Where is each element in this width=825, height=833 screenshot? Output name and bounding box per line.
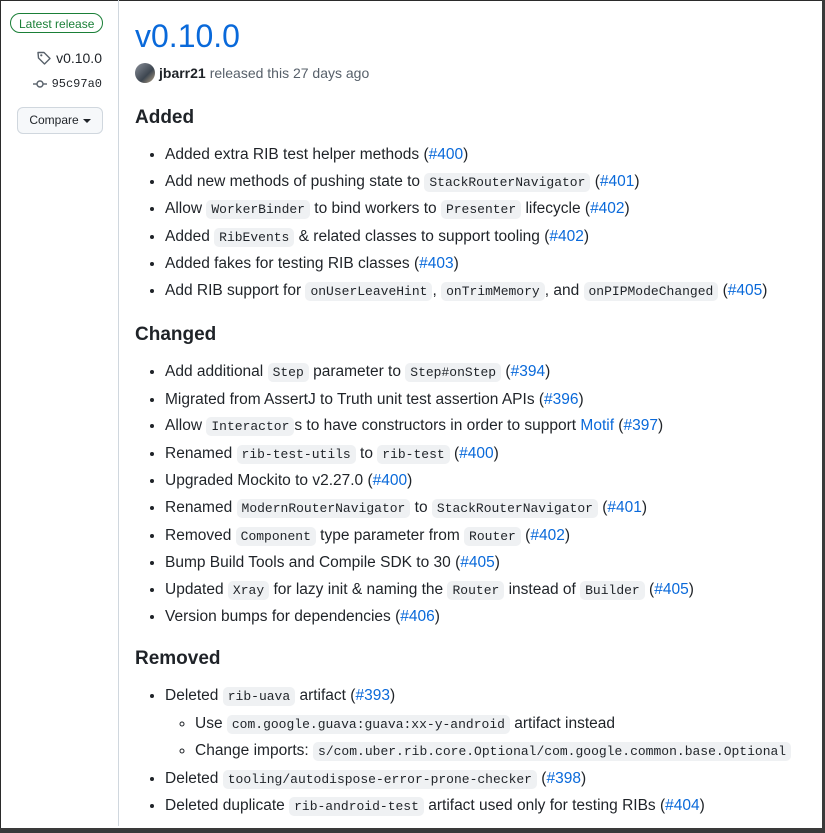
inline-code: WorkerBinder	[206, 200, 310, 219]
list-item	[165, 251, 767, 278]
item-text: Upgraded Mockito to v2.27.0 (	[165, 472, 373, 490]
inline-code: StackRouterNavigator	[424, 173, 590, 192]
item-text: (	[597, 498, 608, 516]
item-text: to bind workers to	[309, 200, 441, 218]
item-text: Removed	[165, 526, 236, 544]
section-title-added: Added	[135, 107, 195, 128]
item-text: Version bumps for dependencies (	[165, 608, 401, 626]
sub-list-item	[195, 711, 791, 739]
item-text: (	[536, 769, 547, 787]
inline-code: Step#onStep	[405, 363, 501, 382]
tag-link[interactable]	[36, 50, 102, 66]
changed-list	[135, 359, 694, 631]
item-text: (	[614, 417, 624, 435]
issue-link[interactable]: #401	[599, 172, 635, 190]
removed-list	[135, 683, 791, 821]
sidebar-divider	[118, 0, 119, 826]
list-item	[165, 604, 694, 631]
latest-release-badge: Latest release	[10, 13, 103, 33]
list-item	[165, 387, 694, 414]
inline-code: com.google.guava:guava:xx-y-android	[227, 715, 510, 734]
inline-code: s/com.uber.rib.core.Optional/com.google.common.base.Optional	[313, 742, 791, 761]
item-text: Bump Build Tools and Compile SDK to 30 (	[165, 554, 461, 572]
commit-icon	[32, 76, 48, 92]
item-text: Renamed	[165, 498, 237, 516]
issue-link[interactable]: #402	[549, 227, 584, 245]
item-text: )	[453, 255, 459, 273]
item-text: )	[463, 146, 469, 163]
issue-link[interactable]: #400	[428, 146, 464, 163]
inline-code: Interactor	[206, 417, 294, 436]
item-text: ,	[432, 281, 442, 299]
list-item	[165, 169, 767, 197]
item-text: to	[410, 498, 432, 516]
issue-link[interactable]: #393	[355, 687, 390, 704]
issue-link[interactable]: #404	[665, 797, 700, 815]
item-text: (	[644, 580, 655, 598]
inline-code: Component	[236, 527, 316, 546]
item-text: Updated	[165, 580, 228, 598]
item-text: Allow	[165, 200, 207, 218]
item-text: )	[641, 498, 648, 516]
inline-code: rib-test-utils	[237, 445, 356, 464]
item-text: Deleted	[165, 687, 223, 704]
section-title-removed: Removed	[135, 648, 221, 669]
compare-button[interactable]	[17, 107, 103, 134]
inline-code: Router	[464, 527, 521, 546]
list-item	[165, 683, 791, 766]
item-text: )	[434, 608, 440, 626]
issue-link[interactable]: #401	[607, 498, 642, 516]
inline-code: onTrimMemory	[441, 282, 545, 301]
tag-label: v0.10.0	[56, 50, 102, 66]
item-text: )	[389, 687, 396, 704]
item-text: )	[583, 227, 590, 245]
caret-down-icon	[83, 119, 91, 123]
list-item	[165, 523, 694, 551]
list-item	[165, 278, 767, 306]
inline-code: tooling/autodispose-error-prone-checker	[223, 770, 537, 789]
window-edge-bottom	[0, 828, 825, 833]
item-text: )	[494, 554, 500, 572]
item-text: Added extra RIB test helper methods (	[165, 146, 429, 163]
commit-link[interactable]	[32, 76, 102, 92]
sub-list-item	[195, 738, 791, 766]
item-text: s to have constructors in order to support	[294, 417, 581, 435]
item-text: )	[624, 200, 630, 218]
issue-link[interactable]: #406	[400, 608, 435, 626]
inline-code: ModernRouterNavigator	[237, 499, 411, 518]
item-text: Migrated from AssertJ to Truth unit test assertion APIs (	[165, 390, 545, 408]
item-text: (	[520, 526, 531, 544]
item-text: )	[564, 526, 570, 544]
item-text: )	[762, 281, 768, 299]
list-item	[165, 196, 767, 224]
issue-link[interactable]: #396	[544, 390, 579, 408]
item-text: Add new methods of pushing state to	[165, 172, 425, 190]
item-text: (	[590, 172, 600, 190]
inline-code: Router	[447, 581, 504, 600]
item-text: artifact used only for testing RIBs (	[423, 797, 666, 815]
compare-label: Compare	[29, 113, 79, 127]
item-text: lifecycle (	[521, 200, 591, 218]
item-text: & related classes to support tooling (	[294, 227, 550, 245]
item-text: to	[355, 444, 378, 462]
issue-link[interactable]: #400	[459, 444, 494, 462]
issue-link[interactable]: #405	[727, 281, 763, 299]
issue-link[interactable]: #402	[590, 200, 625, 218]
list-item	[165, 413, 694, 441]
release-title[interactable]: v0.10.0	[135, 18, 240, 54]
item-text: instead of	[504, 580, 581, 598]
item-text: parameter to	[308, 363, 406, 380]
inline-code: onPIPModeChanged	[584, 282, 719, 301]
inline-code: Xray	[228, 581, 269, 600]
tag-icon	[36, 50, 52, 66]
release-time: released this 27 days ago	[209, 65, 370, 81]
item-text: Use	[195, 714, 227, 732]
item-text: )	[688, 580, 694, 598]
item-text: (	[501, 363, 511, 380]
list-item	[165, 224, 767, 252]
inline-code: RibEvents	[214, 228, 294, 247]
list-item	[165, 142, 767, 169]
issue-link[interactable]: #400	[372, 472, 408, 490]
item-text: )	[578, 390, 584, 408]
issue-link[interactable]: #403	[419, 255, 454, 273]
list-item	[165, 766, 791, 794]
inline-code: StackRouterNavigator	[432, 499, 598, 518]
item-text: for lazy init & naming the	[269, 580, 448, 598]
list-item	[165, 577, 694, 605]
item-text: (	[718, 281, 728, 299]
item-text: )	[407, 472, 413, 490]
list-item	[165, 441, 694, 469]
inline-code: onUserLeaveHint	[305, 282, 432, 301]
issue-link[interactable]: #405	[654, 580, 689, 598]
item-text: )	[580, 769, 587, 787]
inline-code: Builder	[580, 581, 645, 600]
author-name[interactable]: jbarr21	[159, 65, 206, 81]
list-item	[165, 359, 694, 387]
item-text: )	[699, 797, 705, 815]
inline-code: rib-uava	[223, 687, 295, 706]
commit-sha: 95c97a0	[51, 77, 102, 91]
list-item	[165, 495, 694, 523]
item-text: Renamed	[165, 444, 237, 462]
issue-link[interactable]: #397	[623, 417, 658, 435]
item-text: )	[493, 444, 499, 462]
item-text: Allow	[165, 417, 207, 435]
item-text: , and	[544, 281, 584, 299]
issue-link[interactable]: #398	[546, 769, 581, 787]
section-title-changed: Changed	[135, 324, 217, 345]
item-text: Add additional	[165, 363, 268, 380]
item-text: artifact (	[295, 687, 356, 704]
inline-code: rib-android-test	[289, 797, 424, 816]
issue-link[interactable]: #394	[510, 363, 546, 380]
item-text: Add RIB support for	[165, 281, 306, 299]
release-sidebar	[0, 0, 118, 833]
item-text: Change imports:	[195, 742, 314, 760]
item-text: Added fakes for testing RIB classes (	[165, 255, 420, 273]
item-text: )	[545, 363, 551, 380]
author-avatar[interactable]	[135, 63, 155, 83]
item-text: artifact instead	[509, 714, 616, 732]
text-link[interactable]: Motif	[580, 417, 614, 435]
added-list	[135, 142, 767, 306]
item-text: type parameter from	[315, 526, 465, 544]
sub-list	[165, 711, 791, 766]
item-text: Deleted duplicate	[165, 797, 290, 815]
release-byline	[135, 63, 369, 83]
issue-link[interactable]: #402	[530, 526, 565, 544]
item-text: (	[449, 444, 460, 462]
item-text: Deleted	[165, 769, 223, 787]
inline-code: Presenter	[441, 200, 521, 219]
issue-link[interactable]: #405	[460, 554, 495, 572]
list-item	[165, 468, 694, 495]
item-text: Added	[165, 227, 215, 245]
list-item	[165, 793, 791, 821]
item-text: )	[657, 417, 664, 435]
inline-code: Step	[268, 363, 309, 382]
list-item	[165, 550, 694, 577]
inline-code: rib-test	[377, 445, 449, 464]
item-text: )	[634, 172, 640, 190]
